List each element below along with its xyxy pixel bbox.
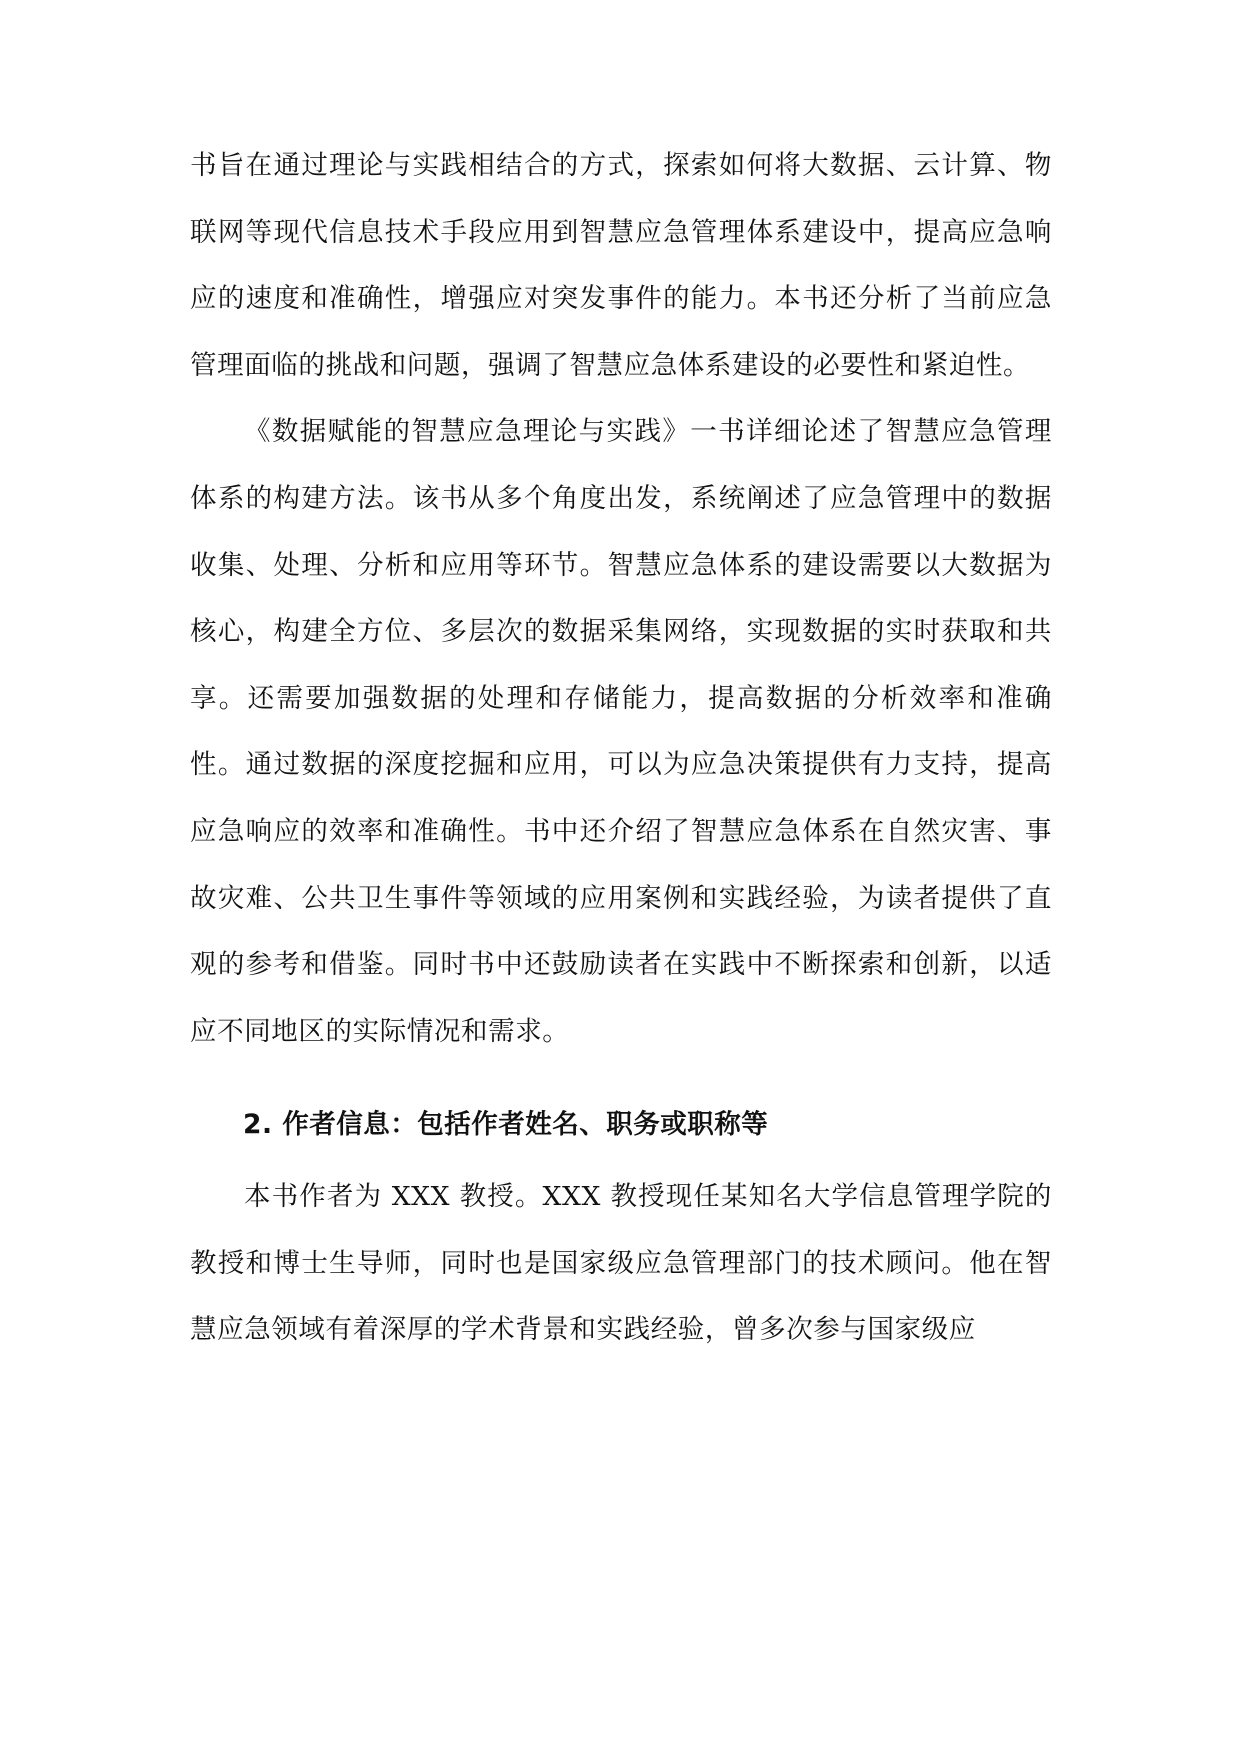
section-heading-author-info: 2. 作者信息：包括作者姓名、职务或职称等 xyxy=(243,1109,769,1141)
paragraph-intro-continuation: 书旨在通过理论与实践相结合的方式，探索如何将大数据、云计算、物联网等现代信息技术手段应用到智慧应急管理体系建设中，提高应急响应的速度和准确性，增强应对突发事件的能力。本书还分析了当前应急管理面临的挑战和问题，强调了智慧应急体系建设的必要性和紧迫性。 xyxy=(190,150,1052,381)
paragraph-author-info: 本书作者为 XXX 教授。XXX 教授现任某知名大学信息管理学院的教授和博士生导师，同时也是国家级应急管理部门的技术顾问。他在智慧应急领域有着深厚的学术背景和实践经验，曾多次参与国家级应 xyxy=(190,1180,1052,1346)
paragraph-book-summary: 《数据赋能的智慧应急理论与实践》一书详细论述了智慧应急管理体系的构建方法。该书从多个角度出发，系统阐述了应急管理中的数据收集、处理、分析和应用等环节。智慧应急体系的建设需要以大数据为核心，构建全方位、多层次的数据采集网络，实现数据的实时获取和共享。还需要加强数据的处理和存储能力，提高数据的分析效率和准确性。通过数据的深度挖掘和应用，可以为应急决策提供有力支持，提高应急响应的效率和准确性。书中还介绍了智慧应急体系在自然灾害、事故灾难、公共卫生事件等领域的应用案例和实践经验，为读者提供了直观的参考和借鉴。同时书中还鼓励读者在实践中不断探索和创新，以适应不同地区的实际情况和需求。 xyxy=(190,416,1052,1047)
document-body xyxy=(190,133,1052,1364)
